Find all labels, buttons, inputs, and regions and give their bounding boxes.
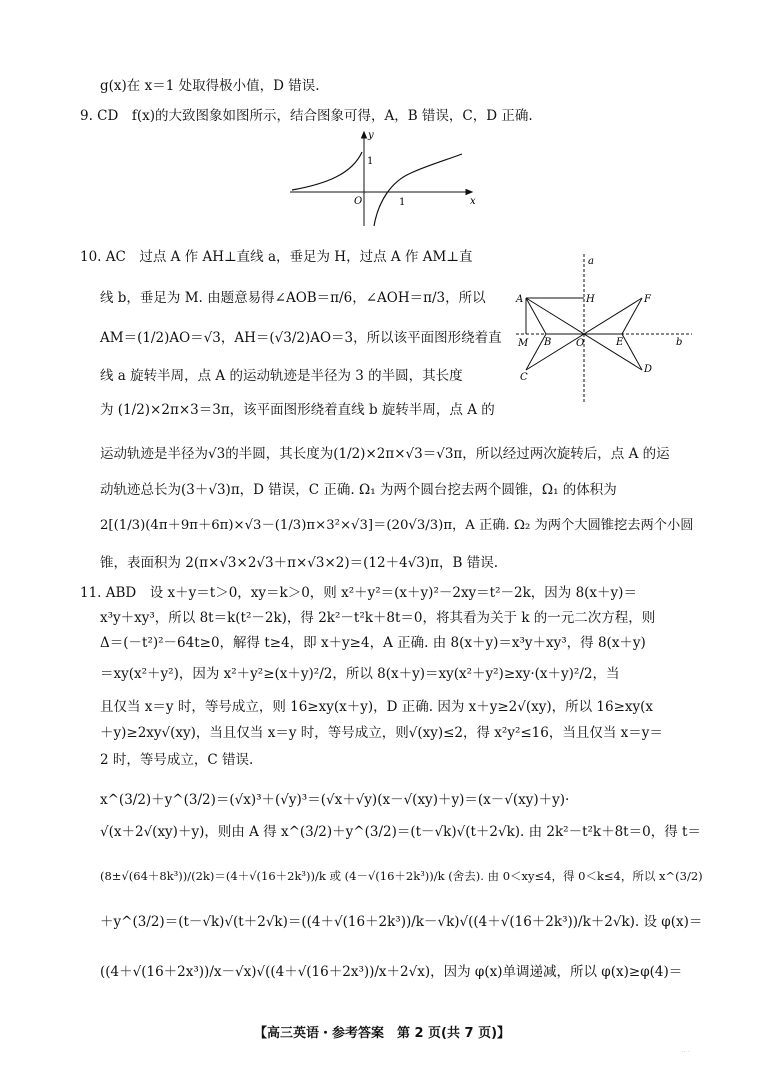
text-line: √(x＋2√(xy)＋y)，则由 A 得 x^(3/2)＋y^(3/2)＝(t－√k)√(t＋2√k). 由 2k²－t²k＋8t＝0，得 t＝: [100, 824, 701, 840]
text-line: x^(3/2)＋y^(3/2)＝(√x)³＋(√y)³＝(√x＋√y)(x－√(xy)＋y)＝(x－√(xy)＋y)·: [100, 792, 570, 808]
label-M: M: [518, 338, 529, 349]
label-E: E: [616, 337, 624, 348]
y-label: y: [368, 130, 374, 141]
function-graph: [286, 128, 481, 228]
text-line: 线 b，垂足为 M. 由题意易得∠AOB＝π/6，∠AOH＝π/3，所以: [100, 290, 486, 306]
text-line: 为 (1/2)×2π×3＝3π，该平面图形绕着直线 b 旋转半周，点 A 的: [100, 402, 495, 418]
text-line: 锥，表面积为 2(π×√3×2√3＋π×√3×2)＝(12＋4√3)π，B 错误.: [100, 555, 499, 571]
text-line: 10. AC 过点 A 作 AH⊥直线 a，垂足为 H，过点 A 作 AM⊥直: [80, 249, 473, 265]
segment-ED: [622, 334, 642, 370]
segment-FE: [622, 298, 642, 334]
page-footer: 【高三英语・参考答案 第 2 页(共 7 页)】: [253, 1026, 511, 1041]
label-H: H: [586, 294, 595, 305]
text-line: Δ＝(－t²)²－64t≥0，解得 t≥4，即 x＋y≥4，A 正确. 由 8(x＋y)＝x³y＋xy³，得 8(x＋y): [100, 635, 646, 651]
label-A: A: [516, 294, 524, 305]
segment-AB: [526, 298, 546, 334]
label-O: O: [576, 338, 585, 349]
label-a: a: [588, 256, 594, 267]
right-branch: [374, 154, 462, 226]
text-line: 2[(1/3)(4π＋9π＋6π)×√3－(1/3)π×3²×√3]＝(20√3/3)π，A 正确. Ω₂ 为两个大圆锥挖去两个小圆: [100, 518, 694, 533]
left-branch: [292, 152, 362, 190]
text-line: 2 时，等号成立，C 错误.: [100, 752, 254, 768]
text-line: g(x)在 x＝1 处取得极小值，D 错误.: [100, 78, 320, 94]
text-line: 线 a 旋转半周，点 A 的运动轨迹是半径为 3 的半圆，其长度: [100, 368, 463, 384]
x-label: x: [470, 196, 476, 207]
y-one-label: 1: [367, 156, 374, 167]
label-B: B: [544, 337, 552, 348]
label-D: D: [644, 364, 653, 375]
origin-label: O: [354, 196, 363, 207]
text-line: 11. ABD 设 x＋y＝t＞0，xy＝k＞0，则 x²＋y²＝(x＋y)²－2xy＝t²－2k，因为 8(x＋y)＝: [80, 585, 637, 601]
label-b: b: [676, 337, 683, 348]
x-one-label: 1: [399, 197, 406, 208]
text-line: (8±√(64＋8k³))/(2k)＝(4＋√(16＋2k³))/k 或 (4－√(16＋2k³))/k (舍去). 由 0＜xy≤4，得 0＜k≤4，所以 x^(3/2): [100, 869, 703, 883]
text-line: 动轨迹总长为(3＋√3)π，D 错误，C 正确. Ω₁ 为两个圆台挖去两个圆锥，Ω₁ 的体积为: [100, 482, 617, 498]
text-line: ＝xy(x²＋y²)，因为 x²＋y²≥(x＋y)²/2，所以 8(x＋y)＝xy(x²＋y²)≥xy·(x＋y)²/2，当: [100, 666, 620, 682]
text-line: 运动轨迹是半径为√3的半圆，其长度为(1/2)×2π×√3＝√3π，所以经过两次旋转后，点 A 的运: [100, 446, 670, 462]
text-line: ＋y)≥2xy√(xy)，当且仅当 x＝y 时，等号成立，则√(xy)≤2，得 x²y²≤16，当且仅当 x＝y＝: [100, 725, 663, 741]
geometry-figure: [512, 248, 696, 406]
text-line: 且仅当 x＝y 时，等号成立，则 16≥xy(x＋y)，D 正确. 因为 x＋y≥2√(xy)，所以 16≥xy(x: [100, 699, 654, 715]
label-F: F: [644, 294, 651, 305]
text-line: ＋y^(3/2)＝(t－√k)√(t＋2√k)＝((4＋√(16＋2k³))/k－√k)√((4＋√(16＋2k³))/k＋2√k). 设 φ(x)＝: [100, 914, 703, 930]
text-line: 9. CD f(x)的大致图象如图所示，结合图象可得，A，B 错误，C，D 正确.: [80, 108, 533, 124]
label-C: C: [520, 372, 528, 383]
text-line: AM＝(1/2)AO＝√3，AH＝(√3/2)AO＝3，所以该平面图形绕着直: [100, 330, 502, 346]
segment-CB: [526, 334, 546, 370]
text-line: ((4＋√(16＋2x³))/x－√x)√((4＋√(16＋2x³))/x＋2√x)，因为 φ(x)单调递减，所以 φ(x)≥φ(4)＝: [100, 964, 683, 980]
corner-mark: ·· ·: [681, 1048, 690, 1056]
text-line: x³y＋xy³，所以 8t＝k(t²－2k)，得 2k²－t²k＋8t＝0，将其看为关于 k 的一元二次方程，则: [100, 610, 656, 626]
